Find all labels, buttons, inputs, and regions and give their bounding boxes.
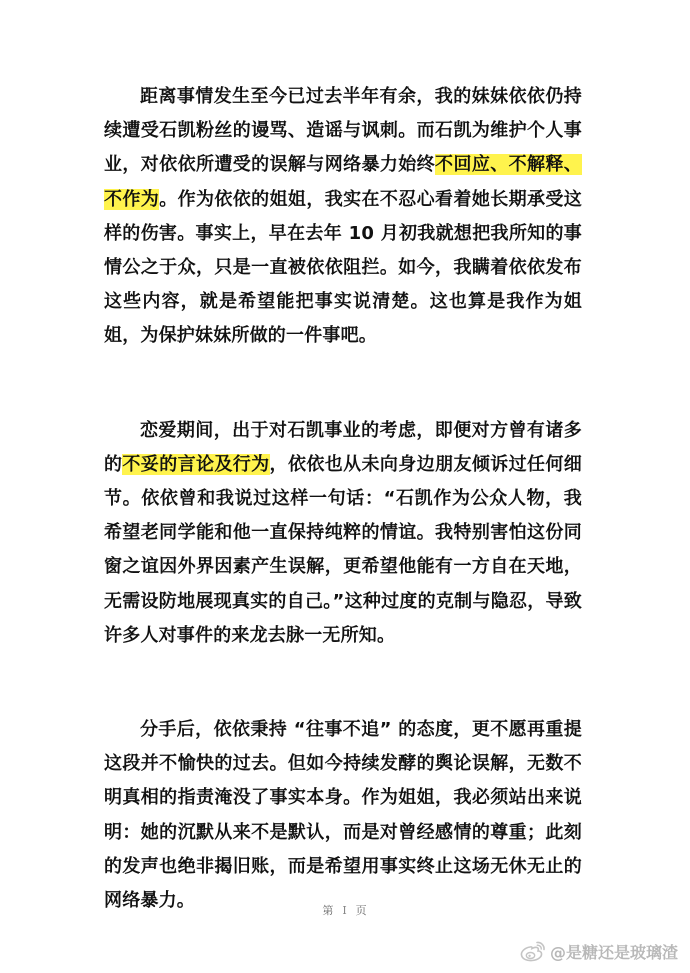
document-body [104, 80, 582, 918]
paragraph-2-text-after: ，依依也从未向身边朋友倾诉过任何细节。依依曾和我说过这样一句话：“石凯作为公众人物，我希望老同学能和他一直保持纯粹的情谊。我特别害怕这份同窗之谊因外界因素产生误解，更希望他能有一方自在天地，无需设防地展现真实的自己。”这种过度的克制与隐忍，导致许多人对事件的来龙去脉一无所知。 [104, 453, 583, 646]
paragraph-1-text-after: 。作为依依的姐姐，我实在不忍心看着她长期承受这样的伤害。事实上，早在去年 10 月初我就想把我所知的事情公之于众，只是一直被依依阻拦。如今，我瞒着依依发布这些内容，就是希望能把事实说清楚。这也算是我作为姐姐，为保护妹妹所做的一件事吧。 [104, 188, 582, 347]
page-number-prefix: 第 [322, 904, 335, 917]
paragraph-1 [104, 80, 582, 354]
paragraph-1-highlight: 不回应、不解释、不作为 [104, 154, 582, 210]
paragraph-2-highlight: 不妥的言论及行为 [122, 453, 270, 475]
weibo-watermark [520, 938, 678, 964]
paragraph-3 [104, 713, 582, 918]
weibo-logo-icon [520, 940, 546, 962]
page-number [0, 902, 690, 918]
paragraph-2 [104, 414, 582, 653]
paragraph-3-text: 分手后，依依秉持 “往事不追” 的态度，更不愿再重提这段并不愉快的过去。但如今持续发酵的舆论误解，无数不明真相的指责淹没了事实本身。作为姐姐，我必须站出来说明：她的沉默从来不是默认，而是对曾经感情的尊重；此刻的发声也绝非揭旧账，而是希望用事实终止这场无休无止的网络暴力。 [104, 719, 582, 912]
watermark-text: @是糖还是玻璃渣 [549, 942, 678, 962]
page-number-separator: I [342, 904, 348, 917]
paragraph-2-text-before: 恋爱期间，出于对石凯事业的考虑，即便对方曾有诸多的 [104, 419, 582, 475]
page-number-suffix: 页 [355, 904, 368, 917]
paragraph-1-text-before: 距离事情发生至今已过去半年有余，我的妹妹依依仍持续遭受石凯粉丝的谩骂、造谣与讽刺。而石凯为维护个人事业，对依依所遭受的误解与网络暴力始终 [104, 86, 582, 176]
